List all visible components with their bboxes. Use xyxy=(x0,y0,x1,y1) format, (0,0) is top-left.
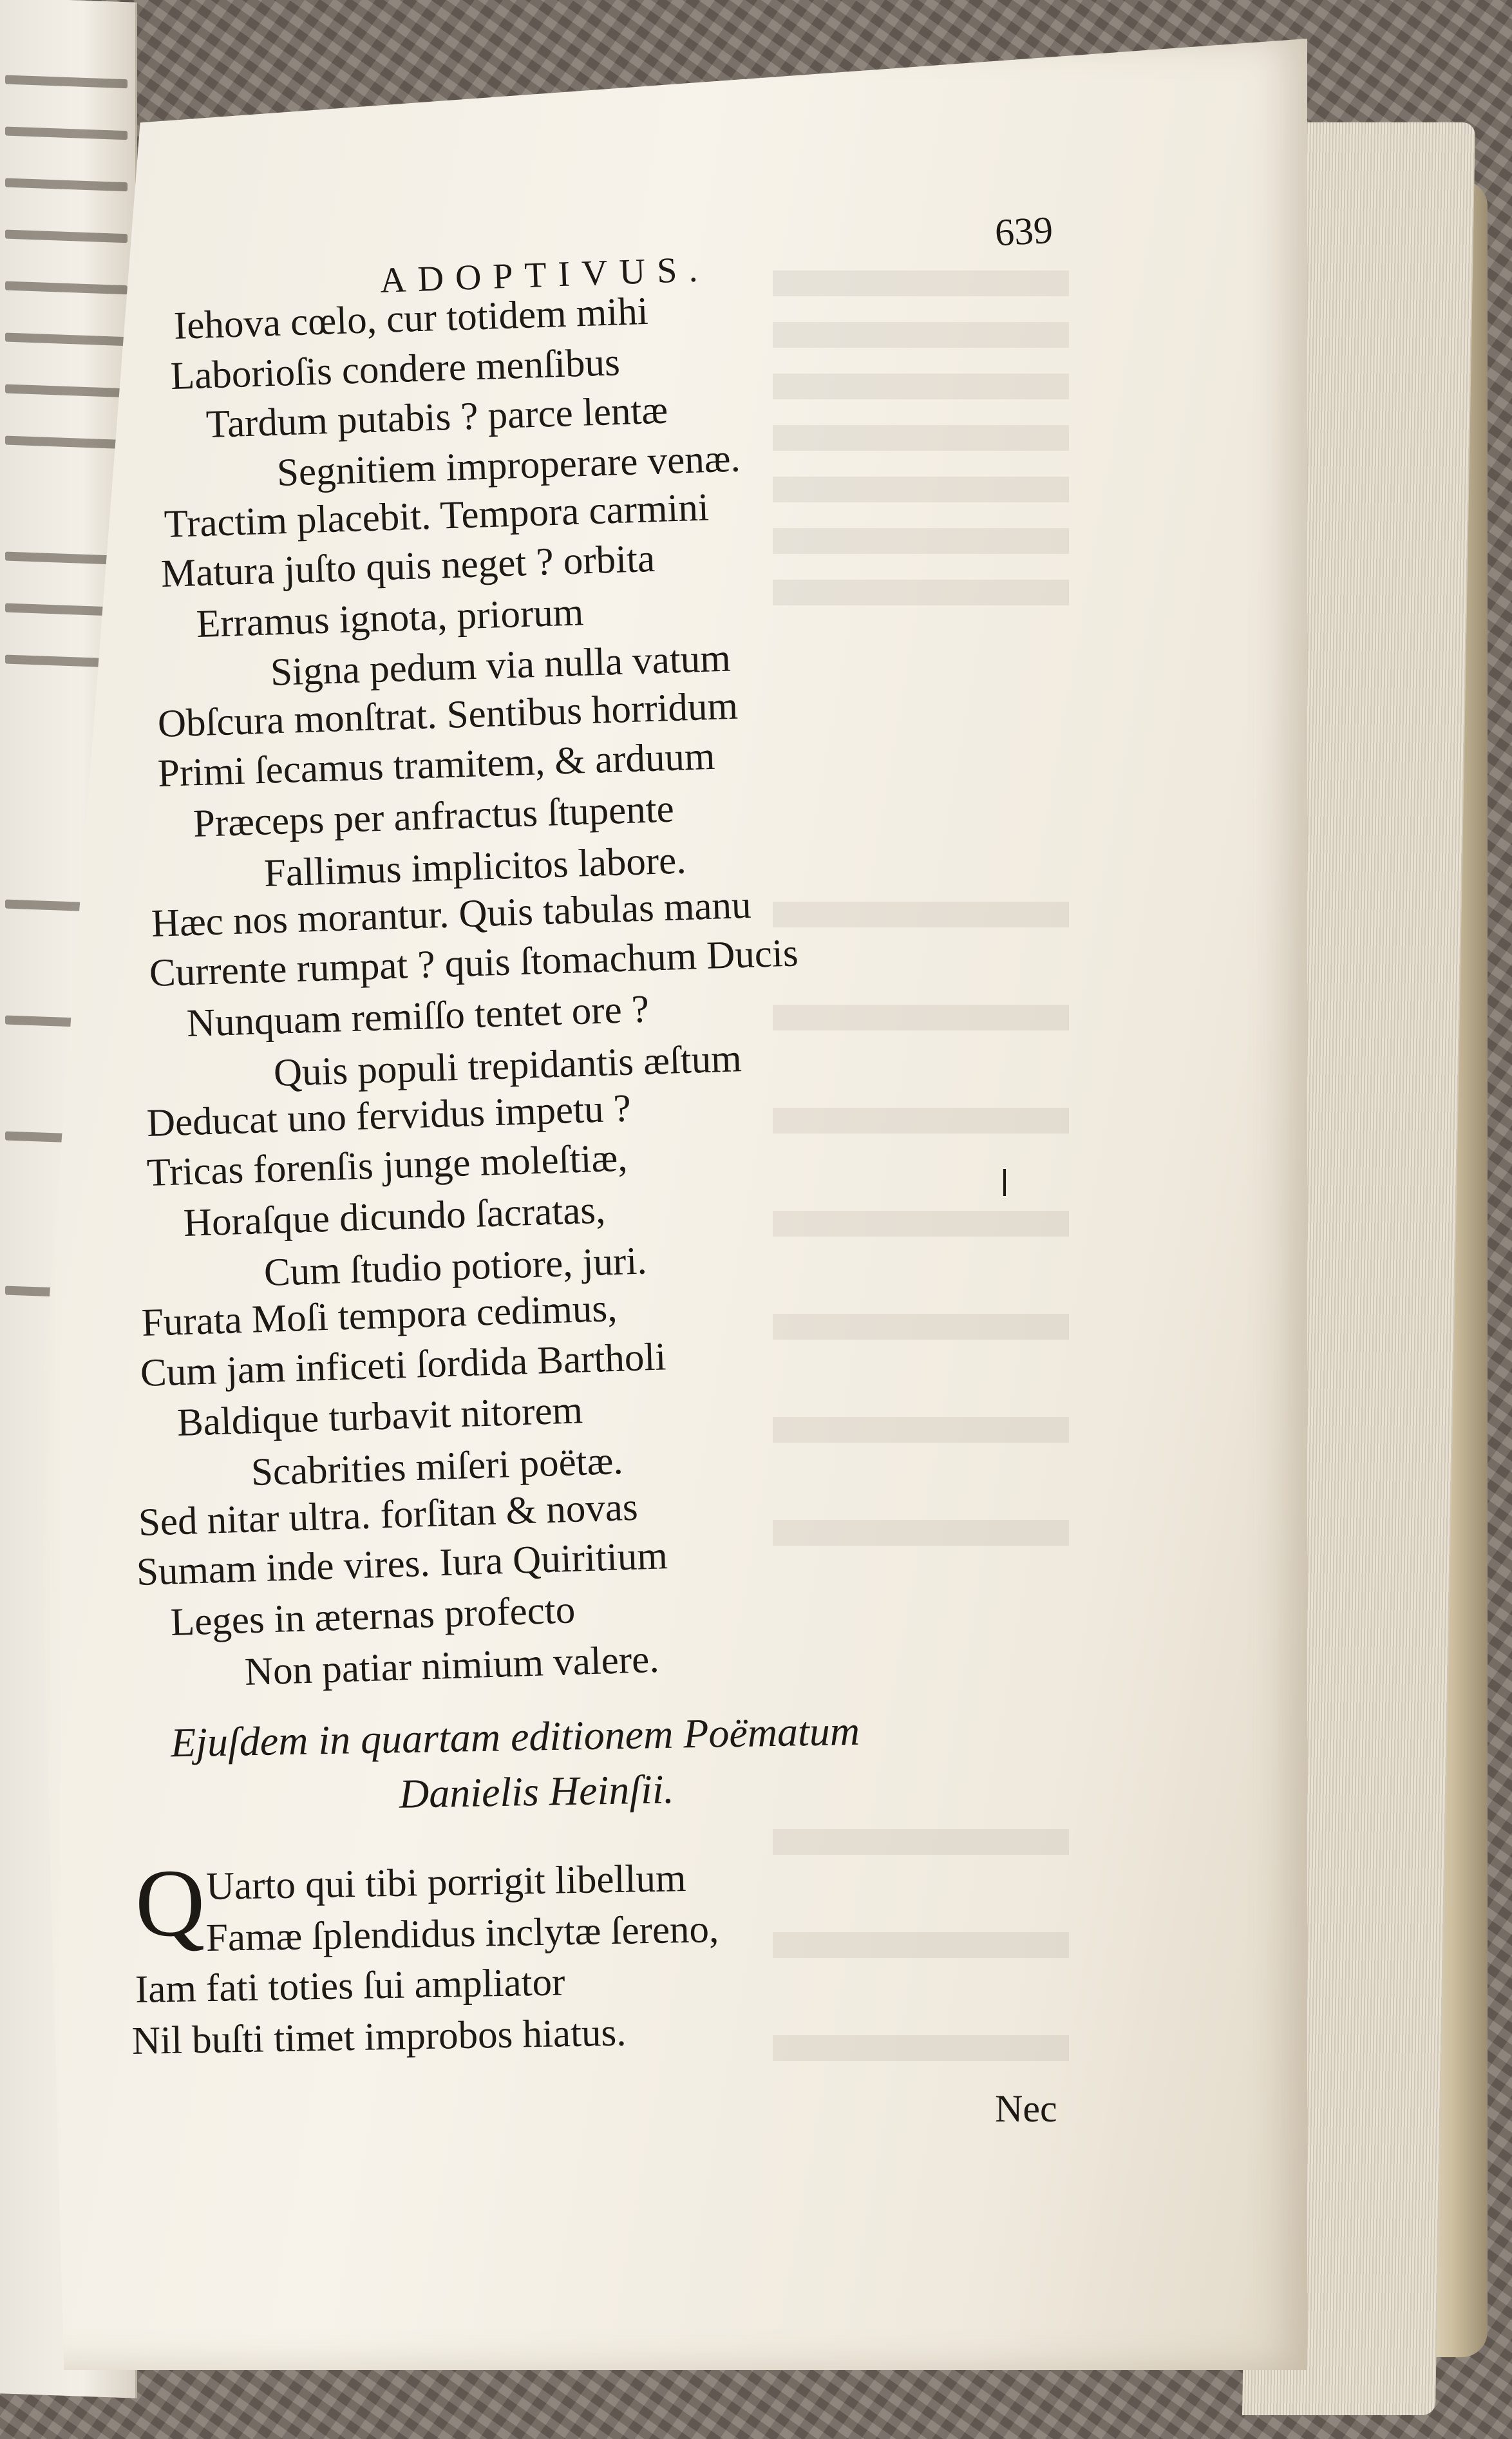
verse-line: Non patiar nimium valere. xyxy=(243,1637,660,1694)
verse-line: Tardum putabis ? parce lentæ xyxy=(205,388,669,446)
verse-line: Furata Moſi tempora cedimus, xyxy=(140,1286,618,1345)
verse-line: Currente rumpat ? quis ſtomachum Ducis xyxy=(148,931,799,995)
verse-line: Signa pedum via nulla vatum xyxy=(269,636,732,694)
ink-mark xyxy=(1003,1169,1006,1196)
verse-line: Fallimus implicitos labore. xyxy=(263,839,687,895)
running-head: ADOPTIVUS. xyxy=(379,249,710,301)
section-heading-line-1: Ejuſdem in quartam editionem Poëmatum xyxy=(170,1707,860,1766)
catchword: Nec xyxy=(995,2087,1057,2130)
verse-line: Cum jam inficeti ſordida Bartholi xyxy=(139,1335,667,1395)
page-number: 639 xyxy=(994,208,1054,254)
verse-line: Nunquam remiſſo tentet ore ? xyxy=(185,987,650,1045)
verse-line: Baldique turbavit nitorem xyxy=(176,1389,583,1445)
verse-line: Segnitiem improperare venæ. xyxy=(276,437,741,495)
epigram-line: Uarto qui tibi porrigit libellum xyxy=(205,1856,686,1908)
verse-line: Primi ſecamus tramitem, & arduum xyxy=(156,734,716,795)
verse-line: Obſcura monſtrat. Sentibus horridum xyxy=(156,684,739,746)
verse-line: Iehova cœlo, cur totidem mihi xyxy=(173,289,649,348)
verse-line: Præceps per anfractus ſtupente xyxy=(192,787,675,846)
verse-line: Tractim placebit. Tempora carmini xyxy=(163,486,710,546)
drop-initial: Q xyxy=(135,1850,205,1957)
verse-line: Sumam inde vires. Iura Quiritium xyxy=(135,1534,668,1594)
section-heading-line-2: Danielis Heinſii. xyxy=(399,1766,675,1817)
verse-line: Scabrities miſeri poëtæ. xyxy=(250,1439,624,1494)
verse-line: Sed nitar ultra. forſitan & novas xyxy=(137,1485,639,1544)
verse-line: Deducat uno fervidus impetu ? xyxy=(146,1087,632,1145)
verse-line: Leges in æternas profecto xyxy=(169,1588,576,1644)
verse-line: Hæc nos morantur. Quis tabulas manu xyxy=(150,883,752,945)
epigram-line: Famæ ſplendidus inclytæ ſereno, xyxy=(205,1908,719,1960)
verse-line: Matura juſto quis neget ? orbita xyxy=(160,536,656,596)
verse-line: Cum ſtudio potiore, juri. xyxy=(263,1239,648,1295)
verse-line: Erramus ignota, priorum xyxy=(195,591,585,646)
verse-line: Horaſque dicundo ſacratas, xyxy=(182,1188,607,1245)
verse-line: Laborioſis condere menſibus xyxy=(169,341,621,398)
epigram-line: Iam fati toties ſui ampliator xyxy=(135,1960,565,2011)
epigram-line: Nil buſti timet improbos hiatus. xyxy=(131,2011,627,2063)
verse-line: Quis populi trepidantis æſtum xyxy=(272,1037,742,1095)
verse-line: Tricas forenſis junge moleſtiæ, xyxy=(146,1136,628,1195)
